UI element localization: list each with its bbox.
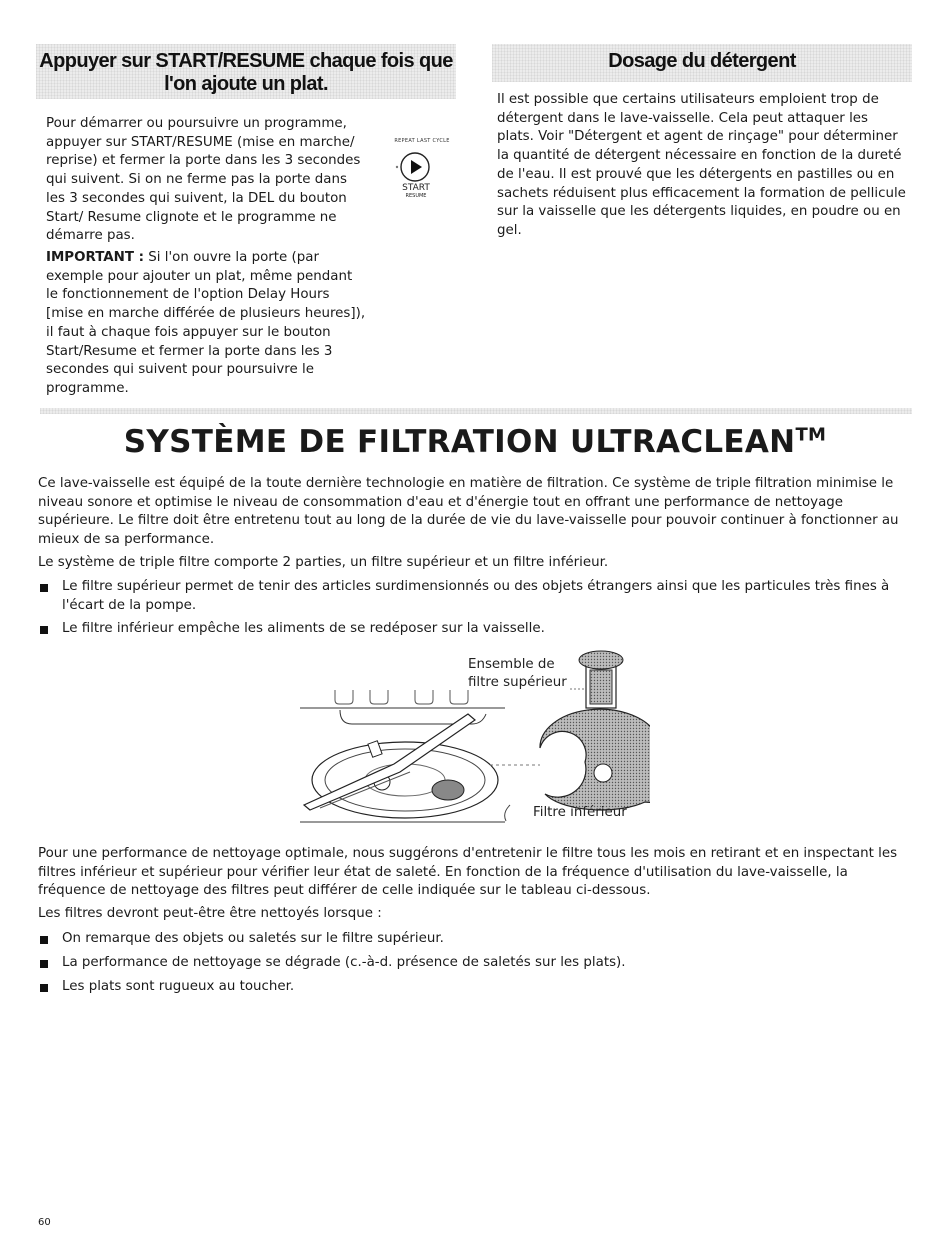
left-title-line2: l'on ajoute un plat.	[164, 73, 328, 95]
lower-filter-label: Filtre inférieur	[533, 805, 627, 820]
trademark-symbol: TM	[795, 424, 827, 446]
bullet-item: Les plats sont rugueux au toucher.	[62, 979, 295, 994]
main-title	[0, 424, 950, 460]
left-paragraph: Pour démarrer ou poursuivre un programme, appuyer sur START/RESUME (mise en marche/ reprise) et fermer la porte dans les 3 secondes qui suivent. Si on ne ferme pas la porte dans les 3 secondes qui suivent, la DEL du bouton Start/ Resume clignote et le programme ne démarre pas.	[46, 116, 361, 244]
start-play-icon	[384, 144, 460, 184]
parts-intro: Le système de triple filtre comporte 2 parties, un filtre supérieur et un filtre inférieur.	[38, 555, 609, 570]
section-divider	[40, 408, 912, 414]
upper-filter-label-line1: Ensemble de	[468, 657, 555, 672]
left-section-title	[36, 50, 456, 96]
bullet-marker	[40, 936, 48, 944]
bullet-marker	[40, 626, 48, 634]
maintenance-paragraph: Pour une performance de nettoyage optimale, nous suggérons d'entretenir le filtre tous les mois en retirant et en inspectant les filtres inférieur et supérieur pour vérifier leur état de saleté. En fonction de la fréquence d'utilisation du lave-vaisselle, la fréquence de nettoyage des filtres peut différer de celle indiquée sur le tableau ci-dessous.	[38, 846, 898, 899]
right-section-title: Dosage du détergent	[608, 50, 796, 72]
important-paragraph	[46, 249, 366, 399]
repeat-last-cycle-label: REPEAT LAST CYCLE	[394, 138, 450, 144]
right-paragraph: Il est possible que certains utilisateurs emploient trop de détergent dans le lave-vaisselle. Cela peut attaquer les plats. Voir "Détergent et agent de rinçage" pour déterminer la quantité de détergent nécessaire en fonction de la dureté de l'eau. Il est prouvé que les détergents en pastilles ou en sachets réduisent plus efficacement la formation de pellicule sur la vaisselle que les détergents liquides, en poudre ou en gel.	[497, 92, 906, 238]
upper-filter-label	[468, 656, 567, 692]
bullet-item: On remarque des objets ou saletés sur le filtre supérieur.	[62, 931, 444, 946]
important-label: IMPORTANT :	[46, 250, 145, 265]
intro-paragraph: Ce lave-vaisselle est équipé de la toute dernière technologie en matière de filtration. Ce système de triple filtration minimise le niveau sonore et optimise le niveau de consommation d'eau et d'énergie tout en offrant une performance de nettoyage supérieure. Le filtre doit être entretenu tout au long de la durée de vie du lave-vaisselle pour pouvoir continuer à fonctionner au mieux de sa performance.	[38, 476, 899, 548]
main-title-text: SYSTÈME DE FILTRATION ULTRACLEAN	[123, 424, 796, 460]
bullet-item: Le filtre supérieur permet de tenir des articles surdimensionnés ou des objets étrangers ainsi que les particules très fines à l'écart de la pompe.	[62, 579, 890, 613]
bullet-item: La performance de nettoyage se dégrade (c.-à-d. présence de saletés sur les plats).	[62, 955, 626, 970]
page-number: 60	[38, 1217, 51, 1228]
left-title-line1: Appuyer sur START/RESUME chaque fois que	[39, 50, 453, 72]
bullet-marker	[40, 984, 48, 992]
when-intro: Les filtres devront peut-être être nettoyés lorsque :	[38, 906, 382, 921]
start-resume-figure	[384, 138, 460, 208]
bullet-marker	[40, 584, 48, 592]
upper-filter-label-line2: filtre supérieur	[468, 675, 567, 690]
bullet-marker	[40, 960, 48, 968]
important-text: Si l'on ouvre la porte (par exemple pour ajouter un plat, même pendant le fonctionnement de l'option Delay Hours [mise en marche différée de plusieurs heures]), il faut à chaque fois appuyer sur le bouton Start/Resume et fermer la porte dans les 3 secondes qui suivent pour poursuivre le programme.	[46, 250, 366, 396]
resume-label: RESUME	[405, 193, 427, 199]
bullet-item: Le filtre inférieur empêche les aliments de se redéposer sur la vaisselle.	[62, 621, 545, 636]
start-label: START	[402, 183, 430, 193]
